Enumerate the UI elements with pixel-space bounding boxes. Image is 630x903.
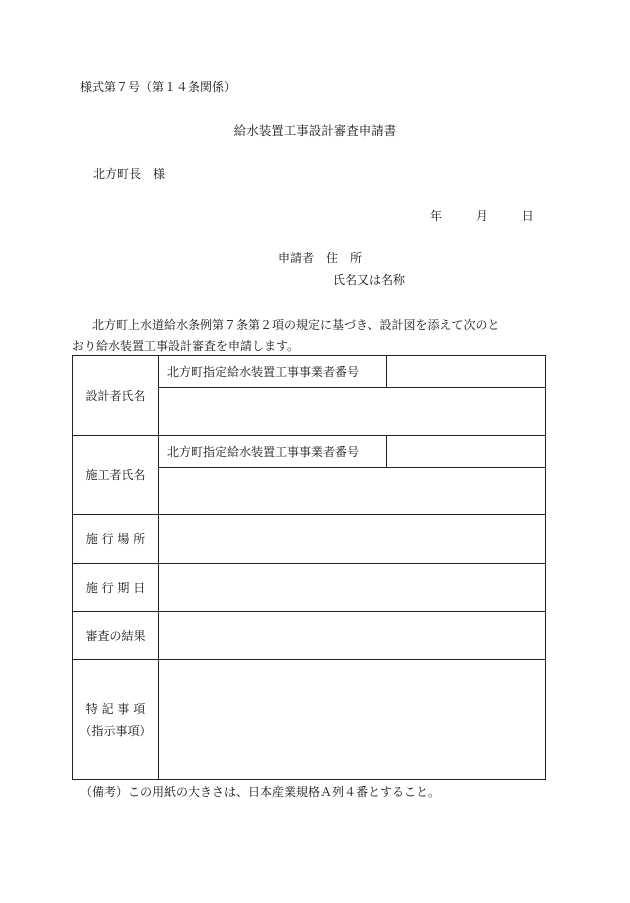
designer-name-label: 設計者氏名 [73, 356, 159, 436]
special-notes-label [73, 660, 159, 780]
document-title: 給水装置工事設計審査申請書 [233, 123, 397, 138]
period-field[interactable] [159, 564, 546, 612]
special-notes-field[interactable] [159, 660, 546, 780]
body-text-line-2: おり給水装置工事設計審査を申請します。 [72, 339, 300, 353]
date-year-label: 年 [430, 209, 443, 223]
special-notes-label-line-1: 特 記 事 項 [85, 701, 146, 716]
contractor-name-field[interactable] [159, 468, 546, 515]
location-field[interactable] [159, 515, 546, 564]
result-field[interactable] [159, 612, 546, 660]
form-number: 様式第７号（第１４条関係） [80, 80, 237, 94]
application-table [72, 355, 546, 780]
date-month-label: 月 [475, 209, 488, 223]
period-label: 施 行 期 日 [73, 564, 159, 612]
remarks-note: （備考）この用紙の大きさは、日本産業規格Ａ列４番とすること。 [80, 785, 441, 799]
contractor-registration-field[interactable] [387, 436, 546, 468]
special-notes-label-line-2: （指示事項） [79, 723, 152, 738]
designer-registration-field[interactable] [387, 356, 546, 388]
designer-name-field[interactable] [159, 388, 546, 436]
applicant-address-label: 申請者 住 所 [278, 251, 363, 265]
body-text-line-1: 北方町上水道給水条例第７条第２項の規定に基づき、設計図を添えて次のと [92, 318, 500, 332]
result-label: 審査の結果 [73, 612, 159, 660]
date-day-label: 日 [521, 209, 534, 223]
contractor-registration-label: 北方町指定給水装置工事事業者番号 [159, 436, 387, 468]
applicant-name-label: 氏名又は名称 [333, 273, 406, 287]
date-line [430, 209, 564, 223]
designer-registration-label: 北方町指定給水装置工事事業者番号 [159, 356, 387, 388]
contractor-name-label: 施工者氏名 [73, 436, 159, 515]
location-label: 施 行 場 所 [73, 515, 159, 564]
addressee: 北方町長 様 [93, 167, 166, 181]
